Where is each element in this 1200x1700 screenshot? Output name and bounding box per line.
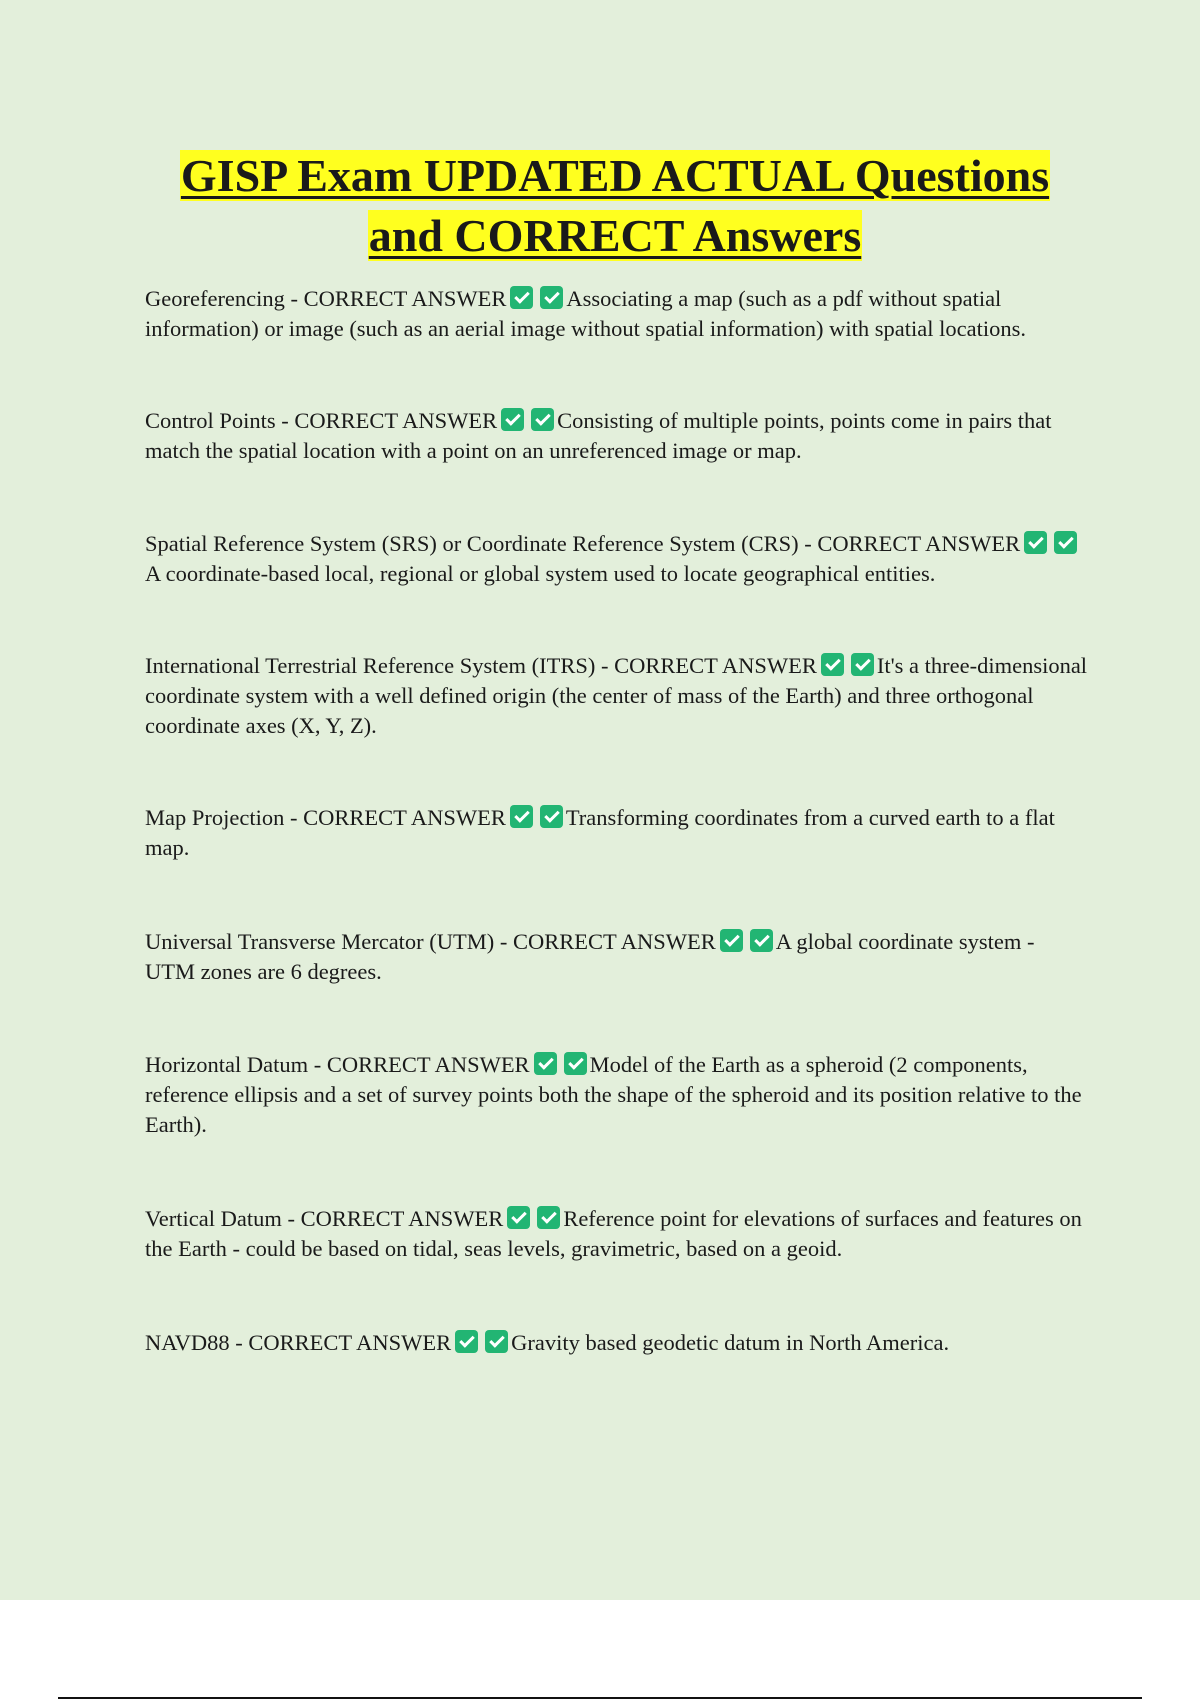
page-title <box>145 146 1085 266</box>
check-box-icon <box>1024 531 1047 554</box>
qa-answer: It's a three-dimensional coordinate system with a well defined origin (the center of mass of the Earth) and three orthogonal coordinate axes (X, Y, Z). <box>145 653 1088 738</box>
qa-entry <box>145 529 1090 589</box>
footer-divider <box>58 1697 1142 1699</box>
qa-term: Spatial Reference System (SRS) or Coordinate Reference System (CRS) - CORRECT ANSWER <box>145 531 1021 556</box>
check-box-icon <box>564 1052 587 1075</box>
qa-term: International Terrestrial Reference System (ITRS) - CORRECT ANSWER <box>145 653 817 678</box>
qa-term: Map Projection - CORRECT ANSWER <box>145 805 506 830</box>
check-box-icon <box>485 1330 508 1353</box>
check-box-icon <box>534 1052 557 1075</box>
qa-entry <box>145 284 1090 344</box>
check-box-icon <box>510 286 533 309</box>
title-line-1: GISP Exam UPDATED ACTUAL Questions <box>180 150 1050 201</box>
check-box-icon <box>537 1206 560 1229</box>
qa-entry <box>145 927 1090 987</box>
qa-answer: Model of the Earth as a spheroid (2 components, reference ellipsis and a set of survey points both the shape of the spheroid and its position relative to the Earth). <box>145 1052 1082 1137</box>
check-box-icon <box>720 929 743 952</box>
qa-answer: Consisting of multiple points, points come in pairs that match the spatial location with a point on an unreferenced image or map. <box>145 408 1052 463</box>
qa-term: Georeferencing - CORRECT ANSWER <box>145 286 507 311</box>
check-box-icon <box>750 929 773 952</box>
qa-entry <box>145 406 1090 466</box>
check-box-icon <box>501 408 524 431</box>
qa-term: Horizontal Datum - CORRECT ANSWER <box>145 1052 530 1077</box>
check-box-icon <box>540 286 563 309</box>
qa-answer: A coordinate-based local, regional or global system used to locate geographical entities. <box>145 561 936 586</box>
qa-entry <box>145 651 1090 741</box>
qa-answer: Gravity based geodetic datum in North America. <box>511 1330 950 1355</box>
qa-term: Vertical Datum - CORRECT ANSWER <box>145 1206 504 1231</box>
check-box-icon <box>540 805 563 828</box>
qa-entry <box>145 1050 1090 1140</box>
qa-answer: Transforming coordinates from a curved earth to a flat map. <box>145 805 1055 860</box>
check-box-icon <box>821 653 844 676</box>
qa-answer: A global coordinate system - UTM zones are 6 degrees. <box>145 929 1035 984</box>
qa-list <box>145 284 1090 1358</box>
check-box-icon <box>851 653 874 676</box>
check-box-icon <box>1054 531 1077 554</box>
qa-term: NAVD88 - CORRECT ANSWER <box>145 1330 452 1355</box>
qa-term: Control Points - CORRECT ANSWER <box>145 408 498 433</box>
qa-entry <box>145 803 1090 863</box>
qa-answer: Associating a map (such as a pdf without spatial information) or image (such as an aerial image without spatial information) with spatial locations. <box>145 286 1027 341</box>
qa-entry <box>145 1328 1090 1358</box>
check-box-icon <box>507 1206 530 1229</box>
qa-entry <box>145 1204 1090 1264</box>
qa-answer: Reference point for elevations of surfaces and features on the Earth - could be based on tidal, seas levels, gravimetric, based on a geoid. <box>145 1206 1082 1261</box>
title-line-2: and CORRECT Answers <box>368 210 862 261</box>
qa-term: Universal Transverse Mercator (UTM) - CORRECT ANSWER <box>145 929 716 954</box>
check-box-icon <box>455 1330 478 1353</box>
check-box-icon <box>510 805 533 828</box>
check-box-icon <box>531 408 554 431</box>
